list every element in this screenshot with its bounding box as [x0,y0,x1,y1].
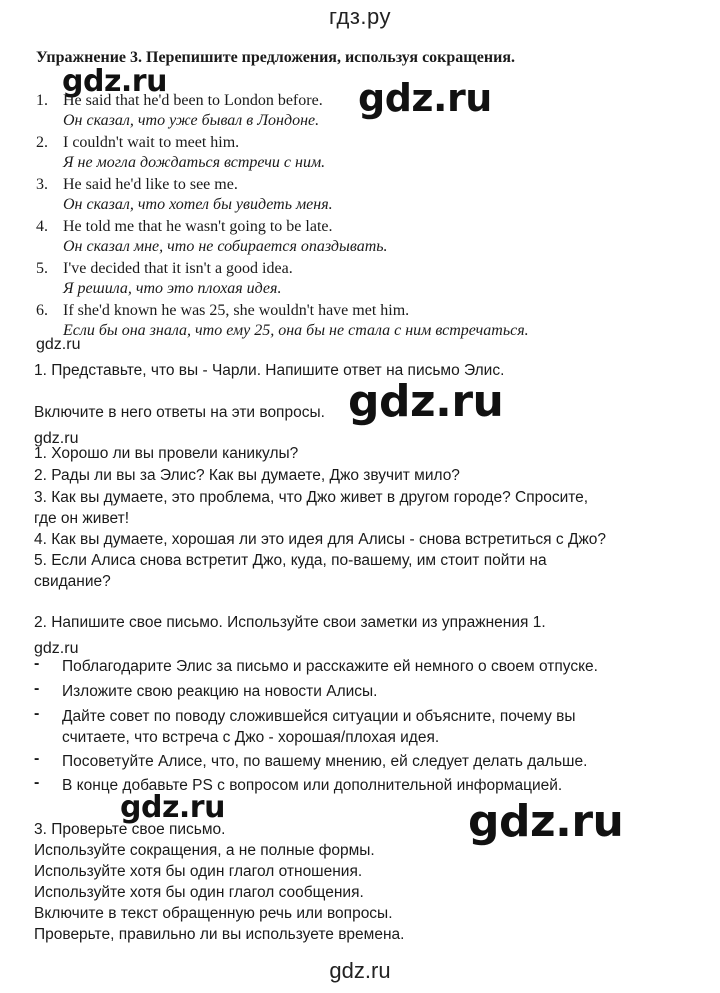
watermark: gdz.ru [348,376,504,427]
item-english: He told me that he wasn't going to be late. [63,218,333,235]
item-number: 6. [36,302,48,319]
bullet-dash: - [34,705,40,722]
item-number: 1. [36,92,48,109]
bullet-item: Дайте совет по поводу сложившейся ситуации и объясните, почему вы [62,708,576,725]
item-russian: Я решила, что это плохая идея. [63,280,282,297]
item-russian: Он сказал, что уже бывал в Лондоне. [63,112,320,129]
item-russian: Я не могла дождаться встречи с ним. [63,154,326,171]
watermark: gdz.ru [62,64,167,99]
task3-line: Проверьте, правильно ли вы используете времена. [34,926,405,943]
question-line: 2. Рады ли вы за Элис? Как вы думаете, Джо звучит мило? [34,467,460,484]
bullet-dash: - [34,655,40,672]
question-line: 4. Как вы думаете, хорошая ли это идея для Алисы - снова встретиться с Джо? [34,531,607,548]
watermark: gdz.ru [36,336,81,353]
watermark: gdz.ru [34,640,79,657]
question-line: 5. Если Алиса снова встретит Джо, куда, по-вашему, им стоит пойти на [34,552,547,569]
watermark: gdz.ru [120,790,225,825]
item-russian: Он сказал, что хотел бы увидеть меня. [63,196,333,213]
watermark: gdz.ru [34,430,79,447]
bullet-dash: - [34,774,40,791]
task3-line: Включите в текст обращенную речь или вопросы. [34,905,393,922]
question-line: 1. Хорошо ли вы провели каникулы? [34,445,299,462]
bullet-item: В конце добавьте PS с вопросом или дополнительной информацией. [62,777,563,794]
item-english: He said that he'd been to London before. [63,92,323,109]
bullet-item: Посоветуйте Алисе, что, по вашему мнению, ей следует делать дальше. [62,753,588,770]
bullet-dash: - [34,680,40,697]
item-russian: Если бы она знала, что ему 25, она бы не стала с ним встречаться. [63,322,529,339]
question-line: свидание? [34,573,111,590]
task2-intro: 2. Напишите свое письмо. Используйте свои заметки из упражнения 1. [34,614,546,631]
item-number: 3. [36,176,48,193]
task3-line: 3. Проверьте свое письмо. [34,821,226,838]
question-line: 3. Как вы думаете, это проблема, что Джо живет в другом городе? Спросите, [34,489,589,506]
bullet-item: Изложите свою реакцию на новости Алисы. [62,683,378,700]
item-english: I've decided that it isn't a good idea. [63,260,293,277]
question-line: где он живет! [34,510,130,527]
site-header: гдз.ру [328,4,392,29]
task3-line: Используйте сокращения, а не полные формы. [34,842,375,859]
bullet-item: Поблагодарите Элис за письмо и расскажите ей немного о своем отпуске. [62,658,598,675]
item-number: 2. [36,134,48,151]
item-english: If she'd known he was 25, she wouldn't have met him. [63,302,410,319]
bullet-dash: - [34,750,40,767]
item-english: He said he'd like to see me. [63,176,238,193]
item-number: 5. [36,260,48,277]
watermark: gdz.ru [468,796,624,847]
task1-intro: 1. Представьте, что вы - Чарли. Напишите ответ на письмо Элис. [34,362,505,379]
task3-line: Используйте хотя бы один глагол отношения. [34,863,363,880]
watermark: gdz.ru [358,76,492,120]
item-russian: Он сказал мне, что не собирается опаздывать. [63,238,388,255]
task3-line: Используйте хотя бы один глагол сообщения. [34,884,364,901]
exercise-title: Упражнение 3. Перепишите предложения, используя сокращения. [36,49,515,66]
task1-include: Включите в него ответы на эти вопросы. [34,404,325,421]
item-english: I couldn't wait to meet him. [63,134,240,151]
site-footer: gdz.ru [329,958,391,983]
item-number: 4. [36,218,48,235]
bullet-item: считаете, что встреча с Джо - хорошая/плохая идея. [62,729,440,746]
